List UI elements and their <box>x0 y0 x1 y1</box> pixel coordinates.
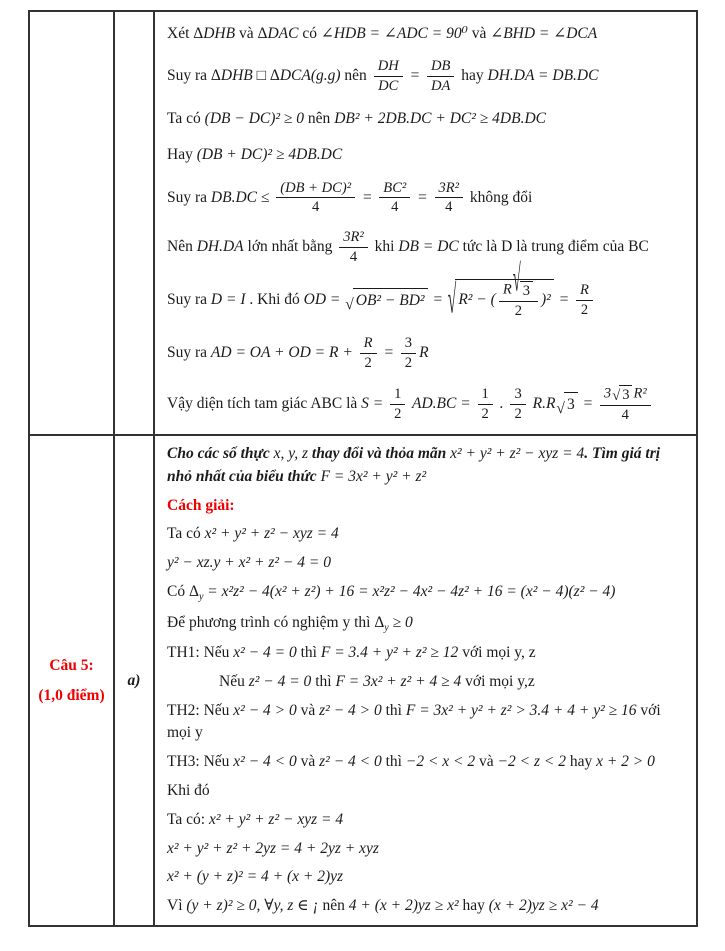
formula-token: thì <box>381 701 406 719</box>
formula-token: ∠HDB = ∠ADC = 90⁰ <box>320 24 468 42</box>
formula-token: BC² <box>383 179 407 196</box>
formula-token: với mọi y <box>167 701 661 742</box>
formula-token: DB <box>430 58 451 75</box>
formula-token: Δ <box>374 613 385 631</box>
formula-token: R <box>363 335 373 351</box>
formula-token: lớn nhất bằng <box>243 238 337 256</box>
formula-token: không đổi <box>466 188 533 206</box>
fraction <box>379 180 410 216</box>
formula-token: x + 2 > 0 <box>596 753 655 771</box>
formula-token: Có <box>167 583 189 601</box>
formula-token: AD.BC = <box>408 394 475 412</box>
formula-token: x² + y² + z² − xyz = 4 <box>450 445 585 463</box>
radical-icon: √ <box>512 259 521 302</box>
fraction <box>427 58 454 94</box>
formula-token: 3 <box>603 385 612 402</box>
formula-token: DH <box>377 58 399 75</box>
formula-token: hay <box>457 67 488 85</box>
formula-line <box>167 866 686 888</box>
formula-token: = <box>428 291 447 309</box>
formula-token: z² − 4 = 0 <box>248 672 312 690</box>
formula-token: 3R² <box>343 229 364 246</box>
formula-token: DA <box>430 78 451 95</box>
question-points: (1,0 điểm) <box>38 686 105 704</box>
formula-token: x² − 4 > 0 <box>233 701 297 719</box>
formula-token: (y + z)² ≥ 0, ∀y, z ∈ ¡ <box>186 897 319 915</box>
formula-token: tức là D là trung điểm của BC <box>458 238 649 256</box>
formula-token: DB² + 2DB.DC + DC² ≥ 4DB.DC <box>334 110 546 128</box>
formula-line <box>167 523 686 545</box>
square-root <box>447 259 554 324</box>
formula-token: với mọi y,z <box>461 672 535 690</box>
formula-token: z² − 4 < 0 <box>319 753 382 771</box>
formula-token: x² − 4 < 0 <box>233 753 297 771</box>
part-cell-empty <box>115 12 155 436</box>
formula-token: R <box>580 282 589 299</box>
formula-token: 3 <box>522 283 530 300</box>
fraction <box>401 335 416 371</box>
fraction <box>374 58 403 94</box>
fraction <box>478 386 493 422</box>
formula-token: F = 3.4 + y² + z² ≥ 12 <box>320 644 459 662</box>
formula-token: R² − ( <box>458 291 496 309</box>
formula-token: )² <box>541 291 551 309</box>
formula-line <box>167 58 686 94</box>
fraction <box>510 386 525 422</box>
formula-line <box>167 780 686 802</box>
formula-line <box>167 838 686 860</box>
formula-token: và <box>475 753 498 771</box>
formula-line <box>167 495 686 517</box>
formula-token: 2 <box>394 405 402 422</box>
formula-token: . Tìm giá trị nhỏ nhất của biểu thức <box>167 445 661 485</box>
formula-token: thì <box>296 644 321 662</box>
formula-token: S = <box>361 394 388 412</box>
square-root <box>512 259 533 302</box>
formula-token: (x + 2)yz ≥ x² − 4 <box>488 897 599 915</box>
formula-token: OD = <box>303 291 345 309</box>
radical-icon: √ <box>447 278 457 324</box>
formula-token: 1 <box>481 385 489 402</box>
formula-token: □ <box>252 67 270 85</box>
formula-token: với mọi y, z <box>458 644 536 662</box>
formula-line <box>167 751 686 773</box>
radical-icon: √ <box>612 387 621 404</box>
formula-line <box>167 259 686 324</box>
formula-token: y <box>198 591 204 603</box>
formula-token: và <box>296 753 320 771</box>
formula-token: TH1: Nếu <box>167 644 234 662</box>
solution-table <box>28 10 698 927</box>
formula-token: 4 <box>349 249 358 266</box>
formula-token: 2 <box>404 354 413 371</box>
square-root <box>612 385 632 404</box>
fraction <box>276 180 355 216</box>
formula-token: x² + y² + z² − xyz = 4 <box>204 525 339 543</box>
formula-token: R <box>419 343 429 361</box>
formula-token: 4 <box>621 406 629 423</box>
formula-token: 3 <box>404 335 413 351</box>
formula-token: 3R² <box>438 179 460 196</box>
formula-token: Vậy diện tích tam giác ABC là <box>167 394 362 412</box>
formula-token: 2 <box>514 302 523 319</box>
formula-token: = <box>554 291 574 309</box>
formula-token: Cho các số thực <box>167 445 274 463</box>
formula-token: DCA <box>279 67 311 85</box>
formula-token: . <box>495 394 508 412</box>
radical-icon: √ <box>556 399 565 417</box>
formula-token: thay đổi và thỏa mãn <box>308 445 451 463</box>
formula-token: Nên <box>167 238 197 256</box>
formula-token: = <box>405 67 424 85</box>
formula-token: 4 <box>445 199 453 216</box>
formula-token: ∠BHD = ∠DCA <box>490 24 598 42</box>
formula-token: 2 <box>514 405 522 422</box>
formula-token: thì <box>381 753 406 771</box>
formula-token: nên <box>304 110 335 128</box>
square-root <box>345 288 427 312</box>
formula-token: F = 3x² + y² + z² <box>320 467 427 485</box>
formula-line <box>167 229 686 265</box>
formula-token: 2 <box>481 405 489 422</box>
formula-token: R <box>502 281 512 298</box>
formula-token: DH.DA = DB.DC <box>487 67 599 85</box>
formula-token: DB = DC <box>398 238 459 256</box>
formula-token: = <box>379 343 398 361</box>
formula-token: Ta có <box>167 525 205 543</box>
formula-token: Khi đó <box>167 781 210 799</box>
fraction <box>390 386 405 422</box>
formula-token: Suy ra <box>167 291 211 309</box>
formula-token: = <box>578 394 597 412</box>
formula-token: . Khi đó <box>245 291 304 309</box>
formula-token: x² − 4 = 0 <box>233 644 297 662</box>
formula-token: 2 <box>364 354 372 371</box>
formula-token: = <box>413 188 432 206</box>
formula-line <box>167 700 686 745</box>
formula-line <box>167 23 686 45</box>
formula-token: 3 <box>514 385 522 402</box>
fraction <box>339 229 368 265</box>
formula-line <box>167 809 686 831</box>
formula-token: y² − xz.y + x² + z² − 4 = 0 <box>167 554 331 572</box>
formula-line <box>167 335 686 371</box>
formula-token: và <box>235 24 258 42</box>
formula-token: DH.DA <box>196 238 244 256</box>
question-number: Câu 5: <box>49 657 94 675</box>
formula-token: Xét <box>167 24 194 42</box>
formula-token: = x²z² − 4(x² + z²) + 16 = x²z² − 4x² − 4z² + 16 = (x² − 4)(z² − 4) <box>203 583 616 601</box>
solution-cell-algebra <box>155 436 696 925</box>
formula-token: Để phương trình có nghiệm y thì <box>167 613 375 631</box>
fraction <box>600 385 651 423</box>
formula-line <box>167 385 686 423</box>
formula-token: F = 3x² + y² + z² > 3.4 + 4 + y² ≥ 16 <box>405 701 637 719</box>
formula-token: OB² − BD² <box>355 292 425 310</box>
formula-token: Ta có <box>167 110 205 128</box>
formula-token: = <box>358 188 377 206</box>
formula-line <box>167 642 686 664</box>
formula-token: có <box>298 24 321 42</box>
formula-token: khi <box>370 238 399 256</box>
formula-token: DC <box>378 78 399 95</box>
formula-token: R² <box>633 385 647 402</box>
formula-line <box>167 552 686 574</box>
formula-token: nên <box>318 897 349 915</box>
formula-token: Hay <box>167 145 197 163</box>
formula-token: F = 3x² + z² + 4 ≥ 4 <box>335 672 462 690</box>
formula-token: D = I <box>210 291 246 309</box>
formula-token: −2 < z < 2 <box>497 753 566 771</box>
formula-token: 3 <box>566 395 575 413</box>
formula-token: Δ <box>210 67 221 85</box>
formula-token: hay <box>565 753 597 771</box>
formula-token: y <box>384 622 389 634</box>
formula-token: Suy ra <box>167 67 211 85</box>
formula-token: DB.DC ≤ <box>210 188 274 206</box>
formula-token: ≥ 0 <box>388 613 413 631</box>
square-root <box>556 392 577 416</box>
formula-line <box>167 671 686 693</box>
formula-token: x, y, z <box>273 445 309 463</box>
formula-token: x² + (y + z)² = 4 + (x + 2)yz <box>167 868 344 886</box>
formula-token: (DB + DC)² ≥ 4DB.DC <box>196 145 343 163</box>
formula-token: DAC <box>267 24 299 42</box>
formula-token: Suy ra <box>167 188 211 206</box>
formula-token: TH2: Nếu <box>167 701 234 719</box>
formula-token: x² + y² + z² + 2yz = 4 + 2yz + xyz <box>167 839 379 857</box>
formula-token: x² + y² + z² − xyz = 4 <box>208 810 344 828</box>
formula-line <box>167 581 686 605</box>
formula-token: Cách giải: <box>167 496 235 514</box>
formula-token: Ta có: <box>167 810 209 828</box>
formula-token: AD = OA + OD = R + <box>210 343 357 361</box>
formula-token: TH3: Nếu <box>167 753 234 771</box>
formula-line <box>167 180 686 216</box>
formula-token: hay <box>458 897 489 915</box>
formula-line <box>167 612 686 636</box>
formula-token: 4 + (x + 2)yz ≥ x² <box>348 897 459 915</box>
formula-token: R.R <box>528 394 556 412</box>
question-label-cell <box>30 436 115 925</box>
formula-token: −2 < x < 2 <box>405 753 476 771</box>
part-label: a) <box>127 671 141 689</box>
formula-token: Δ <box>257 24 268 42</box>
formula-token: nên <box>340 67 371 85</box>
fraction <box>435 180 464 216</box>
formula-token: và <box>296 701 320 719</box>
formula-token: Δ <box>188 583 199 601</box>
formula-token: Δ <box>269 67 280 85</box>
formula-line <box>167 108 686 130</box>
formula-token: (DB − DC)² ≥ 0 <box>204 110 305 128</box>
radical-icon: √ <box>345 296 354 314</box>
solution-cell-geometry <box>155 12 696 436</box>
formula-token: Δ <box>193 24 204 42</box>
formula-token: DHB <box>220 67 253 85</box>
formula-token: thì <box>311 672 336 690</box>
formula-token: 1 <box>394 385 402 402</box>
question-label-cell-empty <box>30 12 115 436</box>
formula-token: (g.g) <box>310 67 341 85</box>
formula-line <box>167 895 686 917</box>
fraction <box>576 282 593 318</box>
formula-token: 4 <box>312 199 320 216</box>
formula-token: (DB + DC)² <box>280 179 352 196</box>
formula-token: DHB <box>203 24 236 42</box>
fraction <box>360 335 377 371</box>
formula-token: Vì <box>167 897 187 915</box>
formula-token: Nếu <box>219 672 249 690</box>
formula-line <box>167 443 686 488</box>
formula-token: 3 <box>622 386 630 403</box>
formula-token: 4 <box>391 199 399 216</box>
formula-line <box>167 144 686 166</box>
formula-token: 2 <box>580 301 589 318</box>
formula-token: và <box>467 24 491 42</box>
fraction <box>499 259 538 319</box>
formula-token: z² − 4 > 0 <box>319 701 382 719</box>
part-label-cell <box>115 436 155 925</box>
formula-token: Suy ra <box>167 343 211 361</box>
